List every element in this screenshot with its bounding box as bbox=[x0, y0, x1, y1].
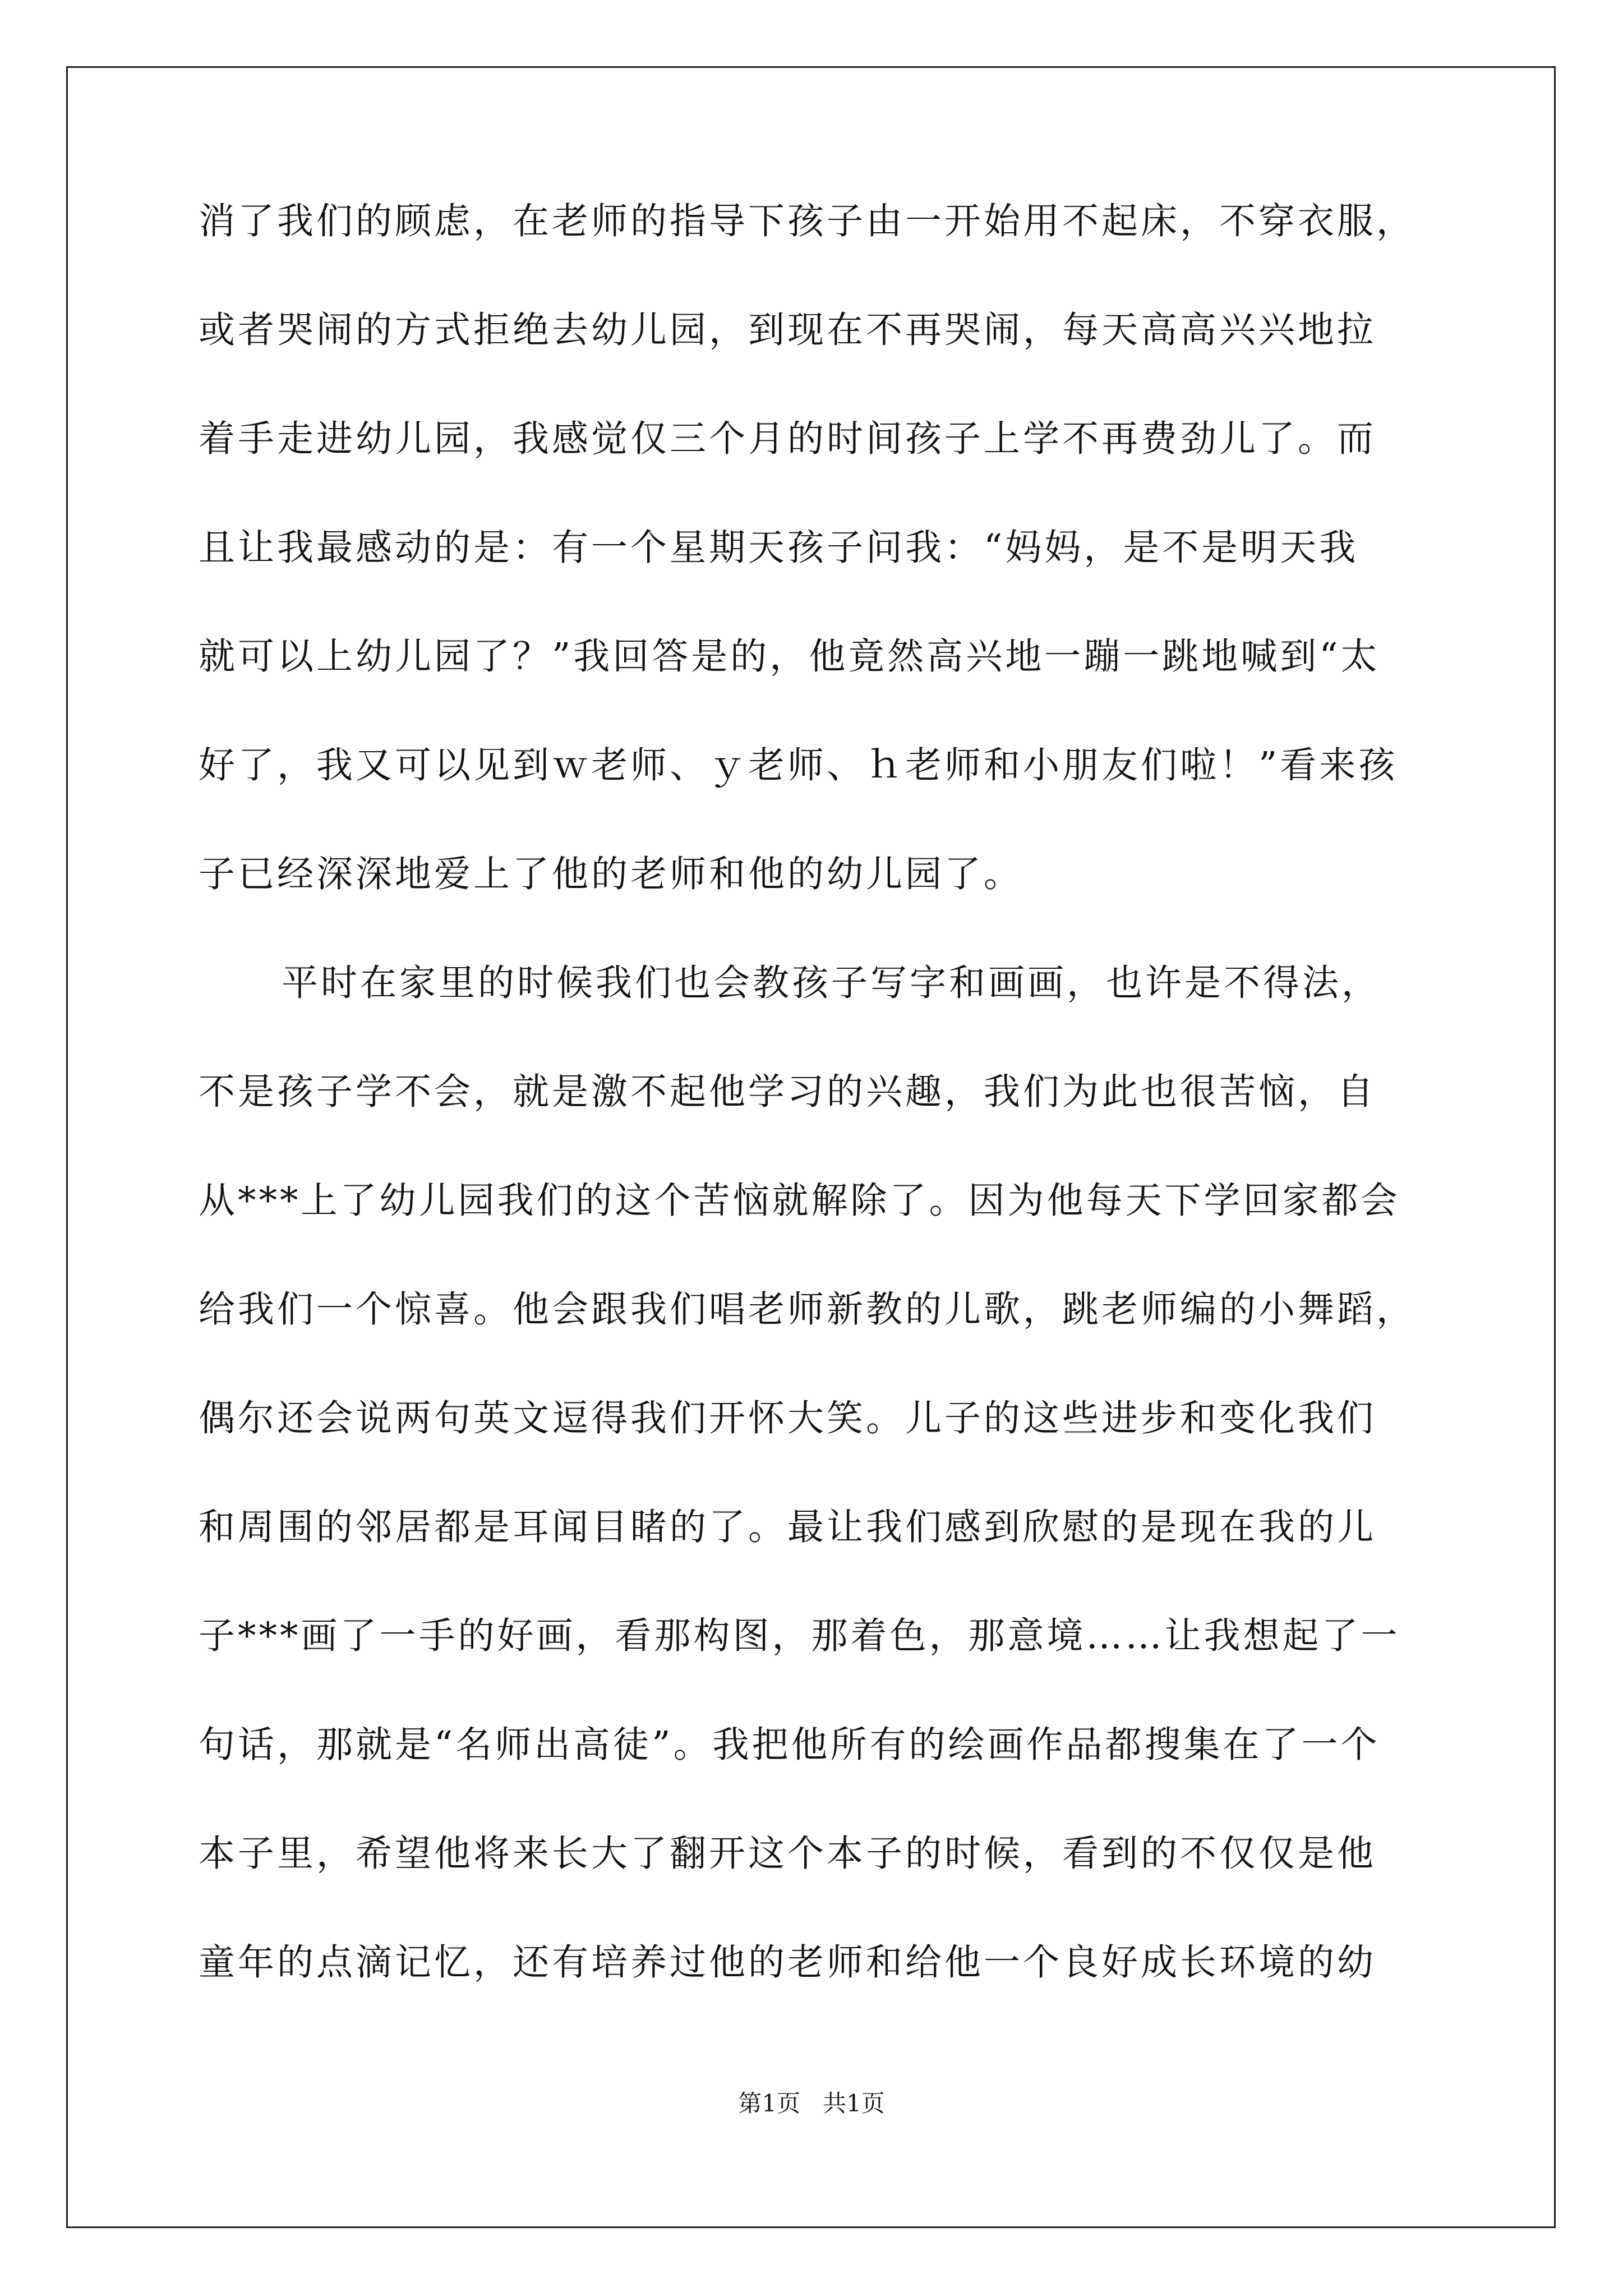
text-line: 偶尔还会说两句英文逗得我们开怀大笑。儿子的这些进步和变化我们 bbox=[199, 1397, 1377, 1439]
text-line: 本子里，希望他将来长大了翻开这个本子的时候，看到的不仅仅是他 bbox=[199, 1833, 1377, 1875]
text-line: 消了我们的顾虑，在老师的指导下孩子由一开始用不起床，不穿衣服， bbox=[199, 200, 1416, 242]
text-line: 和周围的邻居都是耳闻目睹的了。最让我们感到欣慰的是现在我的儿 bbox=[199, 1506, 1377, 1548]
text-line: 就可以上幼儿园了？”我回答是的，他竟然高兴地一蹦一跳地喊到“太 bbox=[199, 636, 1380, 678]
text-line: 着手走进幼儿园，我感觉仅三个月的时间孩子上学不再费劲儿了。而 bbox=[199, 418, 1377, 460]
text-line: 从***上了幼儿园我们的这个苦恼就解除了。因为他每天下学回家都会 bbox=[199, 1180, 1400, 1222]
text-line: 子已经深深地爱上了他的老师和他的幼儿园了。 bbox=[199, 853, 1023, 895]
page-footer: 第1页 共1页 bbox=[738, 2090, 885, 2117]
text-line: 不是孩子学不会，就是激不起他学习的兴趣，我们为此也很苦恼，自 bbox=[199, 1071, 1377, 1113]
paragraph-start-line: 平时在家里的时候我们也会教孩子写字和画画，也许是不得法， bbox=[282, 962, 1381, 1004]
text-line: 且让我最感动的是：有一个星期天孩子问我：“妈妈，是不是明天我 bbox=[199, 527, 1359, 569]
text-line: 童年的点滴记忆，还有培养过他的老师和给他一个良好成长环境的幼 bbox=[199, 1941, 1377, 1984]
text-line: 句话，那就是“名师出高徒”。我把他所有的绘画作品都搜集在了一个 bbox=[199, 1724, 1380, 1766]
text-line: 子***画了一手的好画，看那构图，那着色，那意境……让我想起了一 bbox=[199, 1615, 1400, 1657]
text-line: 好了，我又可以见到ｗ老师、ｙ老师、ｈ老师和小朋友们啦！”看来孩 bbox=[199, 744, 1398, 786]
document-body bbox=[199, 194, 1460, 2044]
text-line: 给我们一个惊喜。他会跟我们唱老师新教的儿歌，跳老师编的小舞蹈， bbox=[199, 1289, 1416, 1331]
text-line: 或者哭闹的方式拒绝去幼儿园，到现在不再哭闹，每天高高兴兴地拉 bbox=[199, 309, 1377, 351]
